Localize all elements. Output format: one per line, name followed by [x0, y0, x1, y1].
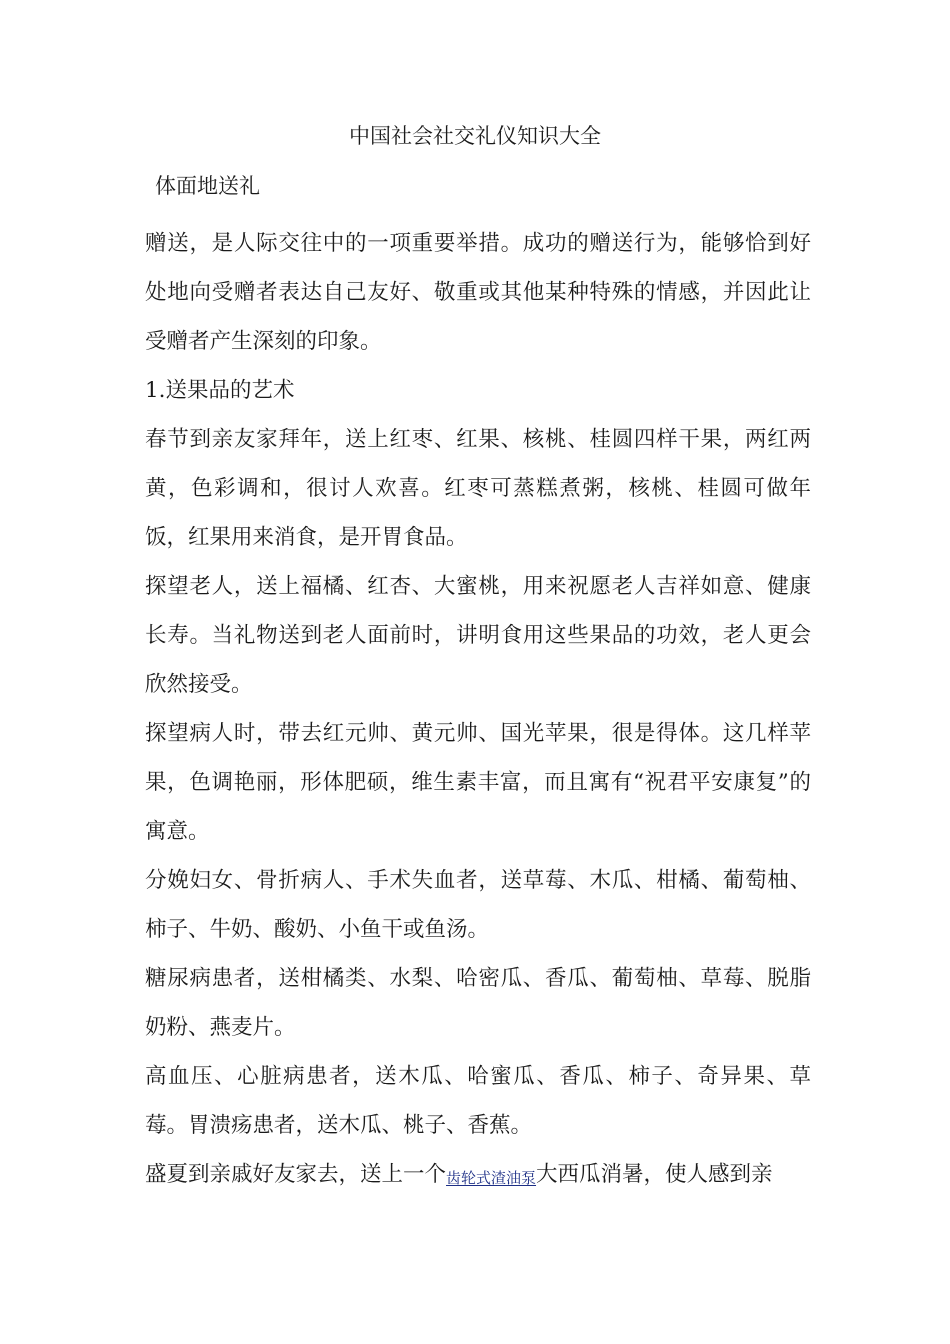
section-heading: 体面地送礼 — [155, 174, 260, 198]
inline-link[interactable]: 齿轮式渣油泵 — [446, 1169, 537, 1187]
paragraph-diabetes: 糖尿病患者，送柑橘类、水梨、哈密瓜、香瓜、葡萄柚、草莓、脱脂奶粉、燕麦片。 — [145, 966, 811, 1040]
paragraph-patients: 探望病人时，带去红元帅、黄元帅、国光苹果，很是得体。这几样苹果，色调艳丽，形体肥硕，维生素丰富，而且寓有“祝君平安康复”的寓意。 — [145, 721, 811, 844]
document-body — [145, 219, 811, 1203]
paragraph-hypertension: 高血压、心脏病患者，送木瓜、哈蜜瓜、香瓜、柿子、奇异果、草莓。胃溃疡患者，送木瓜、桃子、香蕉。 — [145, 1064, 811, 1138]
subheading-fruit-gifts: 1.送果品的艺术 — [145, 378, 295, 403]
paragraph-intro: 赠送，是人际交往中的一项重要举措。成功的赠送行为，能够恰到好处地向受赠者表达自己友好、敬重或其他某种特殊的情感，并因此让受赠者产生深刻的印象。 — [145, 231, 811, 354]
paragraph-summer — [145, 1150, 811, 1203]
paragraph-elderly: 探望老人，送上福橘、红杏、大蜜桃，用来祝愿老人吉祥如意、健康长寿。当礼物送到老人面前时，讲明食用这些果品的功效，老人更会欣然接受。 — [145, 574, 811, 697]
paragraph-postpartum: 分娩妇女、骨折病人、手术失血者，送草莓、木瓜、柑橘、葡萄柚、柿子、牛奶、酸奶、小鱼干或鱼汤。 — [145, 868, 811, 942]
summer-text-after-link: 大西瓜消暑，使人感到亲 — [536, 1162, 773, 1187]
document-title: 中国社会社交礼仪知识大全 — [349, 124, 601, 148]
paragraph-spring-festival: 春节到亲友家拜年，送上红枣、红果、核桃、桂圆四样干果，两红两黄，色彩调和，很讨人欢喜。红枣可蒸糕煮粥，核桃、桂圆可做年饭，红果用来消食，是开胃食品。 — [145, 427, 811, 550]
summer-text-before-link: 盛夏到亲戚好友家去，送上一个 — [145, 1162, 447, 1187]
